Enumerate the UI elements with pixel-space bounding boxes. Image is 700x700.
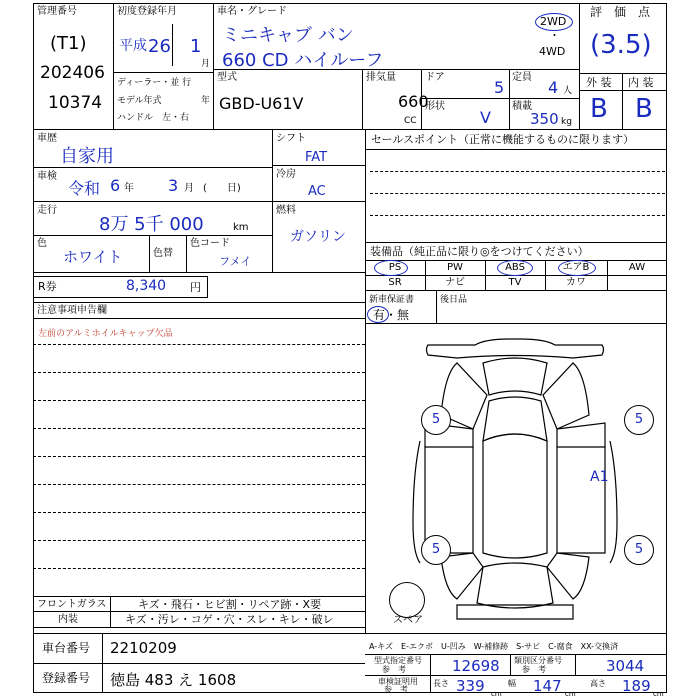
cert-width: 147 — [533, 677, 562, 695]
exterior: B — [590, 94, 608, 124]
reg-year: 26 — [148, 36, 171, 57]
score-label: 評 価 点 — [590, 5, 651, 19]
equip-navi: ナビ — [445, 277, 465, 288]
model-year-label: モデル年式 — [117, 96, 162, 106]
drive-dot: ・ — [549, 29, 560, 42]
equip-airbag: エアB — [562, 262, 590, 273]
reg-date-label: 初度登録年月 — [117, 6, 177, 17]
load: 350 — [530, 110, 559, 128]
notes-label: 注意事項申告欄 — [37, 305, 107, 316]
shape: V — [480, 108, 491, 127]
mileage-label: 走行 — [37, 205, 57, 216]
shaken-label: 車検 — [37, 171, 57, 182]
dealer-label: ディーラー・並 行 — [117, 78, 192, 88]
equipment-label: 装備品（純正品に限り◎をつけてください） — [370, 245, 589, 258]
color-code-label: 色コード — [190, 238, 230, 249]
capacity-unit: 人 — [563, 86, 573, 96]
cert-width-label: 幅 — [508, 679, 516, 688]
equip-ps: PS — [388, 262, 402, 273]
warranty-value: 有・無 — [373, 308, 410, 322]
r-label: R券 — [38, 280, 57, 293]
front-glass-label: フロントガラス — [37, 599, 107, 610]
wheel-front-left: 5 — [421, 405, 451, 435]
ac-label: 冷房 — [276, 169, 296, 180]
ac: AC — [308, 184, 326, 199]
displacement: 660 — [398, 92, 429, 111]
r-unit: 円 — [190, 281, 201, 294]
cert-height-unit: cm — [653, 690, 664, 698]
cert-length-label: 長さ — [433, 679, 449, 688]
cert-width-unit: cm — [565, 690, 576, 698]
door-label: ドア — [425, 72, 445, 83]
date-label: 後日品 — [440, 295, 468, 305]
capacity-label: 定員 — [512, 72, 532, 83]
spare-label: スペア — [393, 615, 423, 626]
chassis-label: 車台番号 — [42, 641, 91, 655]
shaken-month: 3 — [168, 176, 179, 195]
r-box — [33, 276, 208, 298]
type-no-value: 12698 — [452, 657, 500, 675]
doors: 5 — [494, 78, 505, 97]
interior-label: 内 装 — [628, 76, 654, 89]
cert-height-label: 高さ — [590, 679, 606, 688]
mgmt-no1: 202406 — [40, 63, 105, 83]
r-value: 8,340 — [126, 278, 167, 294]
damage-legend: A-キズ E-エクボ U-凹み W-補修跡 S-サビ C-腐食 XX-交換済 — [369, 642, 619, 651]
drive-2wd: 2WD — [540, 15, 567, 28]
shaken-day: ( 日) — [203, 183, 241, 194]
wheel-front-right: 5 — [624, 405, 654, 435]
katashiki: GBD-U61V — [219, 94, 304, 113]
cert-length-unit: cm — [491, 690, 502, 698]
history-label: 車歴 — [37, 133, 57, 144]
color-code: フメイ — [219, 255, 252, 268]
handle-label: ハンドル 左・右 — [117, 113, 190, 123]
shape-label: 形状 — [425, 101, 445, 112]
shaken-month-unit: 月 — [184, 183, 194, 194]
equip-aw: AW — [628, 262, 646, 273]
load-unit: kg — [561, 117, 572, 127]
equip-abs: ABS — [505, 262, 525, 273]
shaken-year-unit: 年 — [124, 183, 134, 194]
interior-cond-label: 内装 — [58, 614, 78, 625]
equip-leather: カワ — [566, 277, 586, 288]
shift: FAT — [305, 150, 328, 165]
history: 自家用 — [60, 146, 114, 167]
car-name: ミニキャブ バン — [222, 25, 354, 46]
car-label: 車名・グレード — [217, 6, 287, 17]
cert-label: 車検証明用 — [378, 677, 418, 686]
displacement-label: 排気量 — [366, 72, 396, 83]
class-no-ref: 参 考 — [522, 665, 546, 674]
class-no-label: 類別区分番号 — [514, 656, 562, 665]
exterior-label: 外 装 — [586, 76, 612, 89]
interior-cond-options: キズ・汚レ・コゲ・穴・スレ・キレ・破レ — [125, 613, 334, 626]
era-label: 平成 — [119, 38, 147, 54]
reg-month: 1 — [190, 36, 202, 57]
model-year-unit: 年 — [201, 96, 211, 106]
katashiki-label: 型式 — [217, 72, 237, 83]
type-no-ref: 参 考 — [382, 665, 406, 674]
mileage: 8万 5千 000 — [99, 214, 204, 235]
month-unit: 月 — [201, 59, 211, 69]
cc-unit: CC — [404, 116, 417, 126]
capacity: 4 — [548, 78, 559, 97]
score: (3.5) — [590, 30, 652, 60]
color-label: 色 — [37, 238, 47, 249]
mgmt-no2: 10374 — [48, 93, 103, 113]
interior: B — [635, 94, 653, 124]
mileage-unit: km — [233, 222, 249, 233]
wheel-rear-left: 5 — [421, 535, 451, 565]
shaken-era: 令和 — [68, 179, 101, 198]
warranty-label: 新車保証書 — [369, 295, 415, 305]
damage-mark: A1 — [590, 469, 609, 485]
notes-line1: 左前のアルミホイルキャップ欠品 — [38, 329, 173, 339]
color: ホワイト — [63, 248, 123, 266]
sales-label: セールスポイント（正常に機能するものに限ります） — [371, 133, 635, 146]
class-no-value: 3044 — [606, 657, 645, 675]
mgmt-label: 管理番号 — [37, 6, 77, 17]
cert-height: 189 — [622, 677, 651, 695]
shift-label: シフト — [276, 133, 306, 144]
registration-label: 登録番号 — [42, 671, 91, 685]
front-glass-options: キズ・飛石・ヒビ割・リペア跡・X要 — [138, 598, 322, 611]
spare-tire — [389, 582, 425, 618]
color-change-label: 色替 — [153, 248, 173, 259]
mgmt-t: (T1) — [50, 33, 87, 54]
registration-value: 徳島 483 え 1608 — [110, 671, 237, 689]
equip-pw: PW — [447, 262, 463, 273]
type-no-label: 型式指定番号 — [374, 656, 422, 665]
wheel-rear-right: 5 — [624, 535, 654, 565]
drive-4wd: 4WD — [539, 45, 566, 58]
equip-tv: TV — [508, 277, 522, 288]
equip-sr: SR — [388, 277, 402, 288]
cert-length: 339 — [456, 677, 485, 695]
load-label: 積載 — [512, 101, 532, 112]
fuel: ガソリン — [290, 229, 346, 245]
cert-ref: 参 考 — [384, 685, 408, 694]
shaken-year: 6 — [110, 176, 121, 195]
chassis-value: 2210209 — [110, 639, 177, 657]
fuel-label: 燃料 — [276, 205, 296, 216]
car-grade: 660 CD ハイルーフ — [222, 50, 384, 71]
